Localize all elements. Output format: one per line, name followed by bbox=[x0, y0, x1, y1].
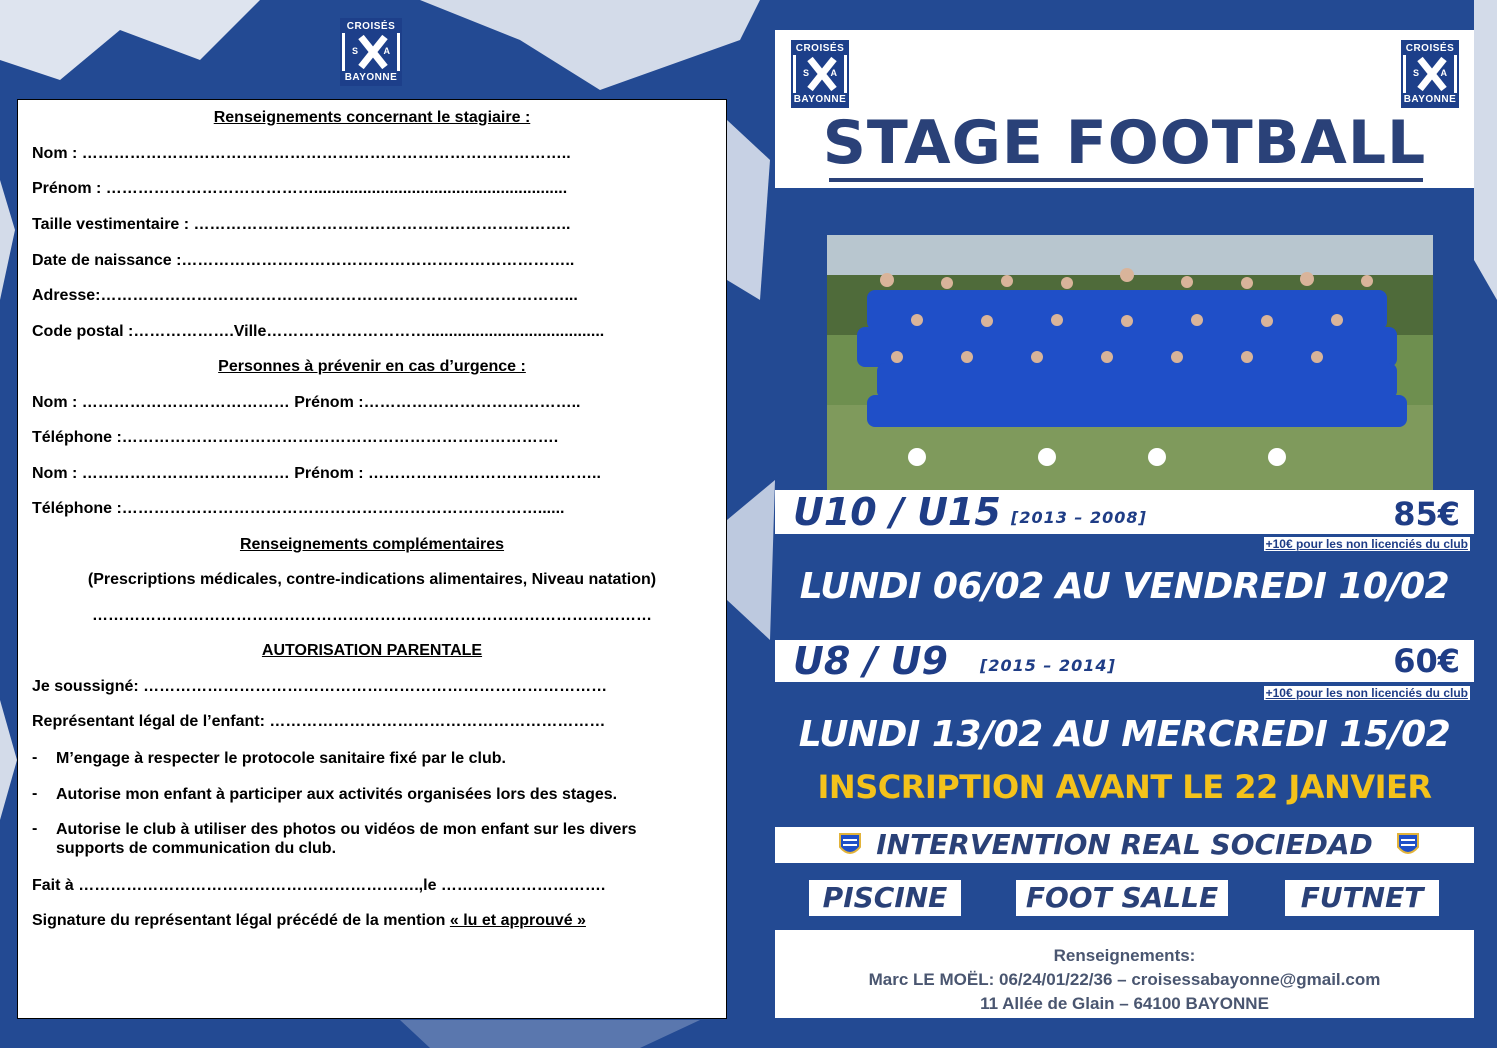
section-emergency-heading: Personnes à prévenir en cas d’urgence : bbox=[218, 358, 526, 375]
field-fait-a[interactable]: Fait à ……………………………………………………….,le …………………………. bbox=[32, 877, 606, 894]
field-code-postal-ville[interactable]: Code postal :……………….Ville…………………………........................................ bbox=[32, 323, 605, 340]
section-trainee-heading: Renseignements concernant le stagiaire : bbox=[213, 109, 531, 126]
field-representant[interactable]: Représentant légal de l’enfant: ……………………………………………………… bbox=[32, 713, 606, 730]
stage-poster bbox=[775, 30, 1474, 1018]
poster-logo-left: CROISÉS S A BAYONNE bbox=[791, 40, 849, 108]
category-1-label: U10 / U15 bbox=[793, 490, 1001, 534]
field-adresse[interactable]: Adresse:……………………………………………………………………………... bbox=[32, 287, 578, 304]
category-2-extra-fee: +10€ pour les non licenciés du club bbox=[1265, 686, 1468, 700]
prescriptions-label: (Prescriptions médicales, contre-indications alimentaires, Niveau natation) bbox=[87, 571, 657, 588]
club-logo bbox=[340, 18, 402, 86]
activity-foot-salle: FOOT SALLE bbox=[1016, 880, 1228, 916]
category-1-years: [2013 – 2008] bbox=[1011, 508, 1147, 527]
activity-piscine: PISCINE bbox=[809, 880, 961, 916]
category-2-dates: LUNDI 13/02 AU MERCREDI 15/02 bbox=[798, 714, 1451, 755]
info-heading: Renseignements: bbox=[1053, 946, 1196, 965]
field-complementary[interactable]: …………………………………………………………………………………………… bbox=[92, 607, 652, 624]
registration-form: Renseignements concernant le stagiaire : Nom : ……………………………………………………………………………….. Prénom : …………………………………......................................................... Taille vestimentaire : …………………………………………………………….. Date de naissance :……………………………………………………………….. Adresse:……………………………………………………………………………... Code postal :……………….Ville…………………………........................................ Personnes à prévenir en cas d’urgence : Nom : ………………………………… Prénom :………………………………….. Téléphone :………………………………………………………………………. Nom : ………………………………… Prénom : …………………………………….. Téléphone :……………………………………………………………………...... Renseignements complémentaires (Prescriptions médicales, contre-indications alimentaires, Niveau natation) …………………………………………………………………………………………… AUTORISATION PARENTALE Je soussigné: …………………………………………………………………………… Représentant légal de l’enfant: ……………………………………………………… - M’engage à respecter le protocole sanitaire fixé par le club. - Autorise mon enfant à participer aux activités organisées lors des stages. - Autorise le club à utiliser des photos ou vidéos de mon enfant sur les divers supports de communication du club. Fait à ……………………………………………………….,le …………………………. Signature du représentant légal précédé de la mention « lu et approuvé » bbox=[17, 99, 727, 1019]
logo-top-text: CROISÉS bbox=[342, 20, 400, 33]
info-address: 11 Allée de Glain – 64100 BAYONNE bbox=[980, 994, 1269, 1013]
category-2-label: U8 / U9 bbox=[793, 639, 948, 683]
poster-logo-right: CROISÉS S A BAYONNE bbox=[1401, 40, 1459, 108]
real-sociedad-crest-icon bbox=[1395, 831, 1421, 859]
inscription-deadline: INSCRIPTION AVANT LE 22 JANVIER bbox=[817, 768, 1432, 806]
field-emergency-phone-1[interactable]: Téléphone :………………………………………………………………………. bbox=[32, 429, 559, 446]
category-1-extra-fee: +10€ pour les non licenciés du club bbox=[1265, 537, 1468, 551]
category-2-years: [2015 – 2014] bbox=[980, 656, 1116, 675]
field-date-naissance[interactable]: Date de naissance :……………………………………………………………….. bbox=[32, 252, 575, 269]
poster-title: STAGE FOOTBALL bbox=[822, 108, 1427, 178]
field-emergency-name-1[interactable]: Nom : ………………………………… Prénom :………………………………….. bbox=[32, 394, 581, 411]
logo-bottom-text: BAYONNE bbox=[342, 71, 400, 84]
team-photo bbox=[827, 235, 1433, 490]
logo-s: S bbox=[352, 46, 359, 56]
field-emergency-phone-2[interactable]: Téléphone :……………………………………………………………………...... bbox=[32, 500, 565, 517]
field-soussigne[interactable]: Je soussigné: …………………………………………………………………………… bbox=[32, 678, 608, 695]
field-prenom[interactable]: Prénom : …………………………………......................................................... bbox=[32, 180, 568, 197]
field-emergency-name-2[interactable]: Nom : ………………………………… Prénom : …………………………………….. bbox=[32, 465, 601, 482]
signature-line: Signature du représentant légal précédé de la mention « lu et approuvé » bbox=[32, 912, 586, 929]
field-nom[interactable]: Nom : ……………………………………………………………………………….. bbox=[32, 145, 571, 162]
section-complementary-heading: Renseignements complémentaires bbox=[239, 536, 505, 553]
activity-futnet: FUTNET bbox=[1285, 880, 1439, 916]
info-contact: Marc LE MOËL: 06/24/01/22/36 – croisessabayonne@gmail.com bbox=[868, 970, 1381, 989]
title-underline bbox=[829, 178, 1423, 182]
category-2-price: 60€ bbox=[1393, 642, 1460, 680]
category-1-price: 85€ bbox=[1393, 495, 1460, 533]
section-parental-heading: AUTORISATION PARENTALE bbox=[261, 642, 483, 659]
logo-a: A bbox=[383, 46, 390, 56]
field-taille[interactable]: Taille vestimentaire : …………………………………………………………….. bbox=[32, 216, 571, 233]
intervention-real-sociedad: INTERVENTION REAL SOCIEDAD bbox=[876, 828, 1373, 861]
category-1-dates: LUNDI 06/02 AU VENDREDI 10/02 bbox=[799, 566, 1450, 607]
